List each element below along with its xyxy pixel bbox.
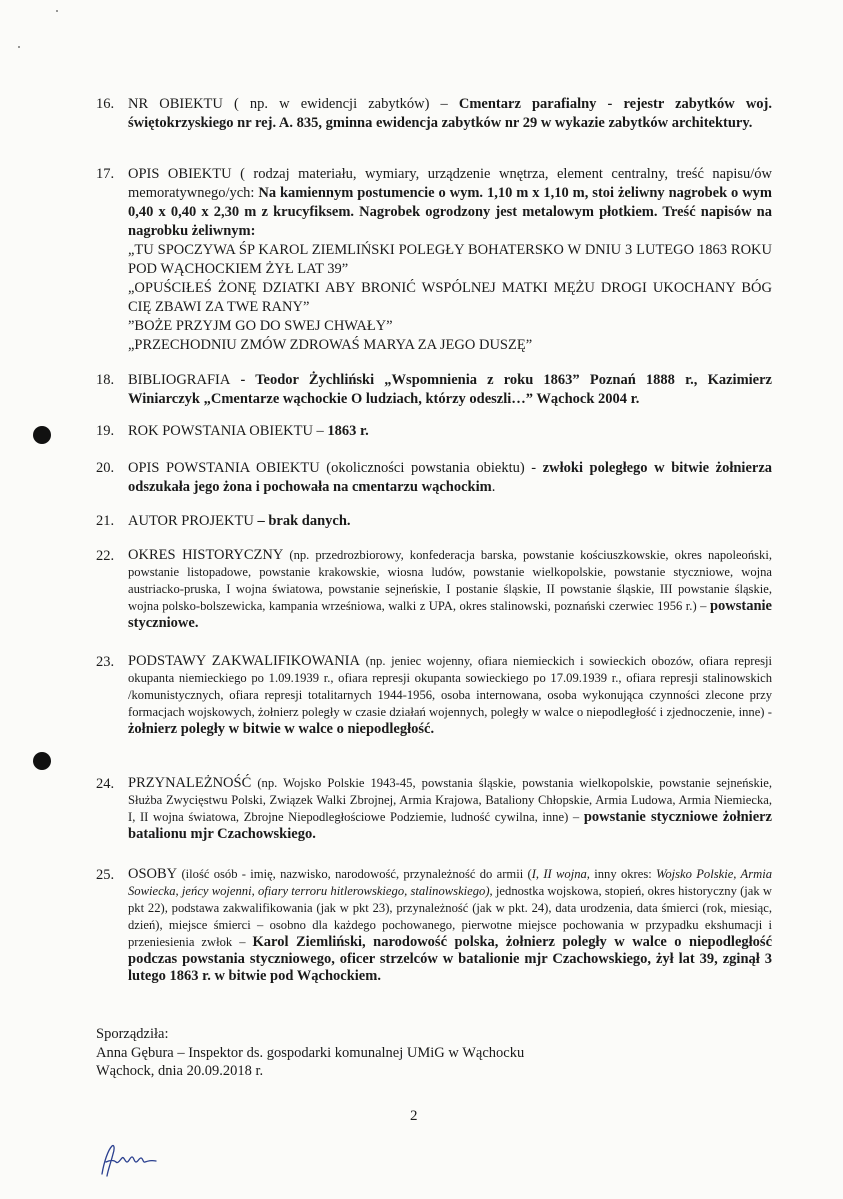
item-number: 20. <box>96 460 115 476</box>
item-number: 22. <box>96 548 115 564</box>
item-description: (np. Wojsko Polskie 1943-45, powstania śląskie, powstania wielkopolskie, powstanie sejneńskie, Służba Zwycięstwu Polski, Związek Walki Zbrojnej, Armia Krajowa, Bataliony Chłopskie, Armia Ludowa, Armia Niemiecka, I, II wojna światowa, Zbrojne Niepodległościowe Podziemie, ludność cywilna, inne) – <box>128 776 772 824</box>
item-number: 19. <box>96 423 115 439</box>
item-21 <box>96 512 772 531</box>
item-description-italic: I, II wojna, <box>531 867 590 881</box>
item-18 <box>96 371 772 409</box>
footer <box>96 1025 524 1081</box>
item-17 <box>96 165 772 355</box>
item-value: Na kamiennym postumencie o wym. 1,10 m x 1,10 m, stoi żeliwny nagrobek o wym 0,40 x 0,40 x 2,30 m z krucyfiksem. Nagrobek ogrodzony jest metalowym płotkiem. Treść napisów na nagrobku żeliwnym: <box>128 185 773 239</box>
item-label: OSOBY <box>128 866 178 882</box>
item-number: 18. <box>96 372 115 388</box>
item-25 <box>96 866 772 985</box>
prepared-by-label: Sporządziła: <box>96 1026 169 1042</box>
item-label: PRZYNALEŻNOŚĆ <box>128 775 252 791</box>
item-description: (np. jeniec wojenny, ofiara niemieckich i sowieckich obozów, ofiara represji okupanta niemieckiego po 1.09.1939 r., ofiara represji okupanta sowieckiego po 17.09.1939 r., ofiara represji stalinowskich /komunistycznych, ofiara represji totalitarnych 1944-1956, osoba internowana, osoba wykonująca czynności zlecone przy formacjach wojskowych, żołnierz poległy w czasie działań wojennych, poległy w walce o niepodległość i zjednoczenie, inne) - <box>128 654 772 719</box>
item-value: Teodor Żychliński „Wspomnienia z roku 1863” Poznań 1888 r., Kazimierz Winiarczyk „Cmentarze wąchockie O ludziach, którzy odeszli…” Wąchock 2004 r. <box>128 372 772 407</box>
item-description: (np. przedrozbiorowy, konfederacja barska, powstanie kościuszkowskie, okres napoleoński, powstanie listopadowe, powstanie krakowskie, wiosna ludów, powstanie wielkopolskie, powstanie styczniowe, wojna austriacko-pruska, I wojna światowa, powstanie sejneńskie, I postanie śląskie, II powstanie śląskie, III powstanie śląskie, wojna polsko-bolszewicka, kampania wrześniowa, walki z UPA, okres stalinowski, poznański czerwiec 1956 r.) – <box>128 548 772 613</box>
scan-speck <box>18 46 20 48</box>
inscription-line: „PRZECHODNIU ZMÓW ZDROWAŚ MARYA ZA JEGO DUSZĘ” <box>128 337 533 353</box>
item-label: PODSTAWY ZAKWALIFIKOWANIA <box>128 653 360 669</box>
inscription-line: „TU SPOCZYWA ŚP KAROL ZIEMLIŃSKI POLEGŁY BOHATERSKO W DNIU 3 LUTEGO 1863 ROKU POD WĄCHOCKIEM ŻYŁ LAT 39” <box>128 242 772 277</box>
item-number: 16. <box>96 96 115 112</box>
item-description: jednostka wojskowa, stopień, okres historyczny (jak w pkt 22), podstawa zakwalifikowania (jak w pkt 23), przynależność (jak w pkt. 24), data urodzenia, data śmierci (rok, miesiąc, dzień), miejsce śmierci – osobno dla każdego pochowanego, pierwotne miejsce pochowania w przypadku ekshumacji i przeniesienia zwłok – <box>128 884 773 949</box>
item-24 <box>96 775 772 843</box>
item-20 <box>96 459 772 497</box>
item-value: Karol Ziemliński, narodowość polska, żołnierz poległy w walce o niepodległość podczas powstania styczniowego, oficer strzelców w batalionie mjr Czachowskiego, żył lat 39, zginął 3 lutego 1863 r. w bitwie pod Wąchockiem. <box>128 934 773 984</box>
item-separator: - <box>230 372 256 388</box>
item-label: BIBLIOGRAFIA <box>128 372 231 388</box>
punch-hole <box>33 426 51 444</box>
item-number: 21. <box>96 513 115 529</box>
item-number: 25. <box>96 867 115 883</box>
item-label: NR OBIEKTU <box>128 96 223 112</box>
page-number: 2 <box>410 1108 418 1124</box>
scan-speck <box>56 10 58 12</box>
item-value: brak danych. <box>268 513 351 529</box>
inscription-line: „OPUŚCIŁEŚ ŻONĘ DZIATKI ABY BRONIĆ WSPÓLNEJ MATKI MĘŻU DROGI UKOCHANY BÓG CIĘ ZBAWI ZA TWE RANY” <box>128 280 772 315</box>
item-description: ( np. w ewidencji zabytków) – <box>234 96 459 112</box>
punch-hole <box>33 752 51 770</box>
item-value: 1863 r. <box>327 423 369 439</box>
item-19 <box>96 422 772 441</box>
item-22 <box>96 547 772 632</box>
item-value: zwłoki poległego w bitwie żołnierza odszukała jego żona i pochowała na cmentarzu wąchockim <box>128 460 773 495</box>
inscription-line: ”BOŻE PRZYJM GO DO SWEJ CHWAŁY” <box>128 318 393 334</box>
item-value: powstanie styczniowe żołnierz batalionu mjr Czachowskiego. <box>128 809 772 842</box>
item-description: (okoliczności powstania obiektu) - <box>326 460 543 476</box>
item-separator: – <box>312 423 328 439</box>
item-separator: – <box>253 513 269 529</box>
item-description: ( rodzaj materiału, wymiary, urządzenie wnętrza, element centralny, treść napisu/ów memoratywnego/ych: <box>128 166 772 201</box>
item-label: OKRES HISTORYCZNY <box>128 547 284 563</box>
item-label: OPIS OBIEKTU <box>128 166 232 182</box>
signature <box>98 1140 168 1185</box>
item-16 <box>96 95 772 133</box>
item-number: 17. <box>96 166 115 182</box>
item-description-italic: Wojsko Polskie, Armia Sowiecka, jeńcy wojenni, ofiary terroru hitlerowskiego, stalinowskiego), <box>128 867 772 898</box>
item-label: OPIS POWSTANIA OBIEKTU <box>128 460 320 476</box>
item-value: powstanie styczniowe. <box>128 598 772 631</box>
signature-scribble-icon <box>98 1140 168 1180</box>
item-description: inny okres: <box>589 867 657 881</box>
item-number: 23. <box>96 654 115 670</box>
item-label: ROK POWSTANIA OBIEKTU <box>128 423 313 439</box>
item-value: Cmentarz parafialny - rejestr zabytków woj. świętokrzyskiego nr rej. A. 835, gminna ewidencja zabytków nr 29 w wykazie zabytków architektury. <box>128 96 772 131</box>
item-23 <box>96 653 772 738</box>
place-date-line: Wąchock, dnia 20.09.2018 r. <box>96 1063 264 1079</box>
item-tail: . <box>491 479 496 495</box>
author-line: Anna Gębura – Inspektor ds. gospodarki komunalnej UMiG w Wąchocku <box>96 1044 525 1061</box>
item-description: (ilość osób - imię, nazwisko, narodowość, przynależność do armii ( <box>181 867 532 881</box>
item-value: żołnierz poległy w bitwie w walce o niepodległość. <box>128 721 435 737</box>
item-number: 24. <box>96 776 115 792</box>
item-label: AUTOR PROJEKTU <box>128 513 254 529</box>
